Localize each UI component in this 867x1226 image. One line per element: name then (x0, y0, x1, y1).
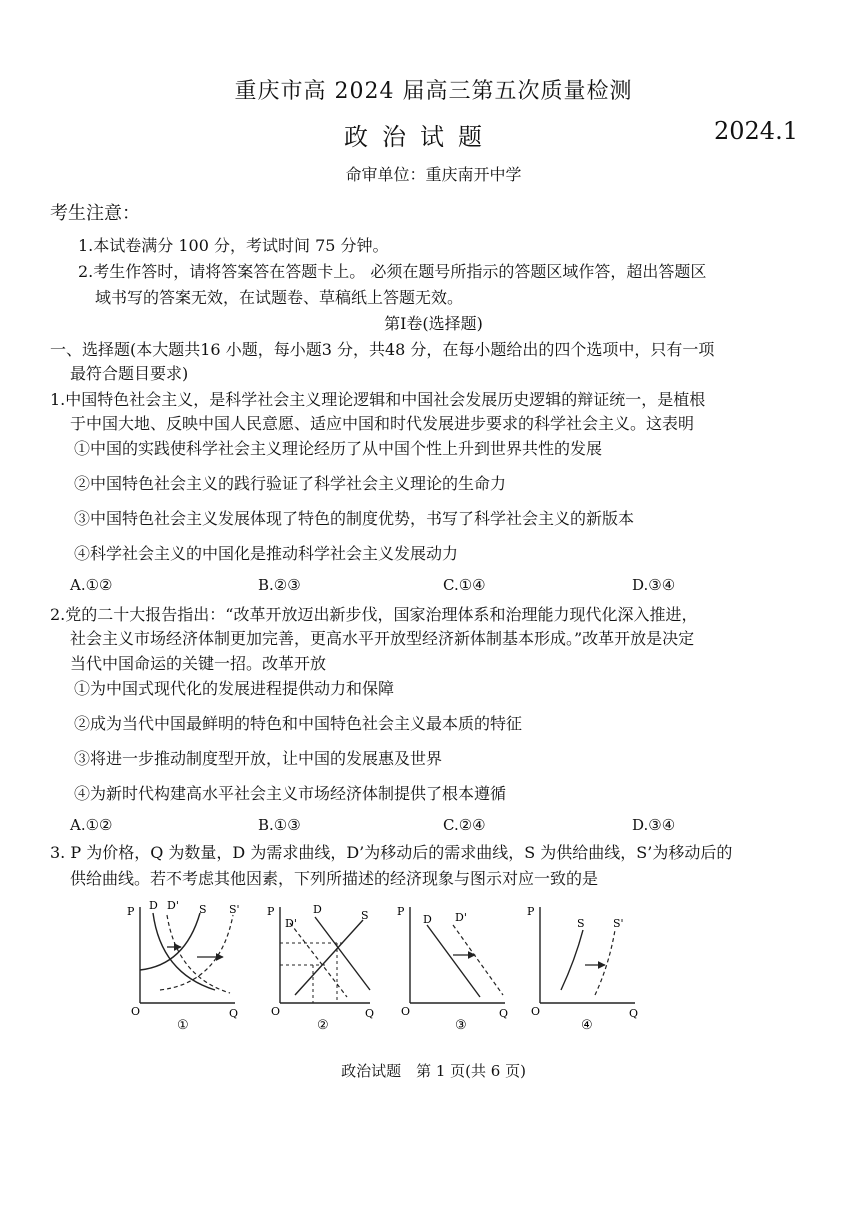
figure-2-q-label: Q (365, 1007, 375, 1020)
figure-1-p-label: P (127, 905, 135, 918)
section-intro: 一、选择题(本大题共16 小题，每小题3 分，共48 分，在每小题给出的四个选项中，只有一项 (50, 340, 715, 359)
exam-title: 重庆市高 2024 届高三第五次质量检测 (234, 79, 633, 104)
q1-options (0, 576, 867, 598)
page-footer: 政治试题 第 1 页(共 6 页) (341, 1062, 526, 1080)
q2-stem-line-3: 当代中国命运的关键一招。改革开放 (70, 654, 327, 673)
figure-2-d-prime-label: D' (285, 917, 297, 930)
q2-statement-1: ①为中国式现代化的发展进程提供动力和保障 (74, 679, 395, 698)
figure-2-s-label: S (361, 909, 369, 922)
q2-options (0, 816, 867, 838)
notice-item-2: 2.考生作答时，请将答案答在答题卡上。 必须在题号所指示的答题区域作答，超出答题区 (78, 262, 707, 281)
q2-stem-line-1: 2.党的二十大报告指出：“改革开放迈出新步伐，国家治理体系和治理能力现代化深入推进， (50, 605, 698, 624)
section-title: 第Ⅰ卷(选择题) (384, 314, 483, 333)
q1-stem-line-1: 1.中国特色社会主义，是科学社会主义理论逻辑和中国社会发展历史逻辑的辩证统一，是植根 (50, 390, 706, 409)
figure-2 (267, 903, 374, 1033)
figure-1-q-label: Q (229, 1007, 239, 1020)
figure-4-s-curve (561, 930, 583, 990)
figure-1-o-label: O (131, 1005, 141, 1018)
figure-2-p-label: P (267, 905, 275, 918)
section-intro-cont: 最符合题目要求) (70, 364, 189, 383)
q1-statement-3: ③中国特色社会主义发展体现了特色的制度优势，书写了科学社会主义的新版本 (74, 509, 635, 528)
q2-option-b[interactable]: B.①③ (258, 816, 301, 834)
supply-demand-figures (115, 895, 655, 1045)
figure-1-s-curve (140, 913, 200, 970)
q3-stem-line-2: 供给曲线。若不考虑其他因素，下列所描述的经济现象与图示对应一致的是 (70, 869, 599, 888)
figure-1-s-prime-curve (160, 915, 233, 990)
figure-2-caption: ② (317, 1018, 329, 1033)
figure-1-s-label: S (199, 903, 207, 916)
figure-3 (397, 905, 508, 1033)
q2-statement-3: ③将进一步推动制度型开放，让中国的发展惠及世界 (74, 749, 443, 768)
q1-stem-line-2: 于中国大地、反映中国人民意愿、适应中国和时代发展进步要求的科学社会主义。这表明 (70, 414, 695, 433)
exam-unit: 命审单位：重庆南开中学 (345, 165, 522, 184)
figure-1-d-prime-label: D' (167, 899, 179, 912)
figure-4-q-label: Q (629, 1007, 639, 1020)
figure-4-s-prime-curve (595, 930, 615, 995)
notice-item-2-cont: 域书写的答案无效，在试题卷、草稿纸上答题无效。 (95, 288, 464, 307)
q2-option-d[interactable]: D.③④ (632, 816, 676, 834)
exam-subject: 政治试题 (344, 123, 496, 151)
figure-3-d-line (427, 925, 480, 997)
figure-4-caption: ④ (581, 1018, 593, 1033)
figure-2-d-prime-line (290, 923, 347, 997)
figure-4 (527, 905, 638, 1033)
figure-3-d-prime-line (453, 925, 503, 995)
q2-stem-line-2: 社会主义市场经济体制更加完善，更高水平开放型经济新体制基本形成。”改革开放是决定 (70, 629, 695, 648)
figure-2-d-line (315, 917, 370, 990)
q1-statement-4: ④科学社会主义的中国化是推动科学社会主义发展动力 (74, 544, 459, 563)
notice-item-1: 1.本试卷满分 100 分，考试时间 75 分钟。 (78, 236, 389, 255)
figure-2-o-label: O (271, 1005, 281, 1018)
q1-option-b[interactable]: B.②③ (258, 576, 301, 594)
figure-1-s-prime-label: S' (229, 903, 240, 916)
figure-1 (127, 899, 240, 1033)
figure-3-d-label: D (423, 913, 432, 926)
q1-option-c[interactable]: C.①④ (443, 576, 486, 594)
figure-3-p-label: P (397, 905, 405, 918)
figure-2-d-label: D (313, 903, 322, 916)
figure-3-o-label: O (401, 1005, 411, 1018)
q2-option-c[interactable]: C.②④ (443, 816, 486, 834)
q2-option-a[interactable]: A.①② (70, 816, 113, 834)
q1-option-d[interactable]: D.③④ (632, 576, 676, 594)
exam-date: 2024.1 (714, 117, 798, 145)
q3-stem-line-1: 3. P 为价格，Q 为数量，D 为需求曲线，D’为移动后的需求曲线，S 为供给曲线，S’为移动后的 (50, 843, 733, 862)
figure-3-d-prime-label: D' (455, 911, 467, 924)
figure-1-d-label: D (149, 899, 158, 912)
q1-option-a[interactable]: A.①② (70, 576, 113, 594)
notice-heading: 考生注意： (50, 203, 140, 224)
figure-2-s-line (295, 920, 363, 995)
figure-1-caption: ① (177, 1018, 189, 1033)
q1-statement-1: ①中国的实践使科学社会主义理论经历了从中国个性上升到世界共性的发展 (74, 439, 603, 458)
figure-4-p-label: P (527, 905, 535, 918)
figure-4-s-label: S (577, 917, 585, 930)
figure-4-s-prime-label: S' (613, 917, 624, 930)
figure-4-o-label: O (531, 1005, 541, 1018)
q1-statement-2: ②中国特色社会主义的践行验证了科学社会主义理论的生命力 (74, 474, 507, 493)
figure-1-d-curve (153, 913, 215, 990)
q2-statement-2: ②成为当代中国最鲜明的特色和中国特色社会主义最本质的特征 (74, 714, 523, 733)
figure-3-q-label: Q (499, 1007, 509, 1020)
figure-3-caption: ③ (455, 1018, 467, 1033)
q2-statement-4: ④为新时代构建高水平社会主义市场经济体制提供了根本遵循 (74, 784, 507, 803)
